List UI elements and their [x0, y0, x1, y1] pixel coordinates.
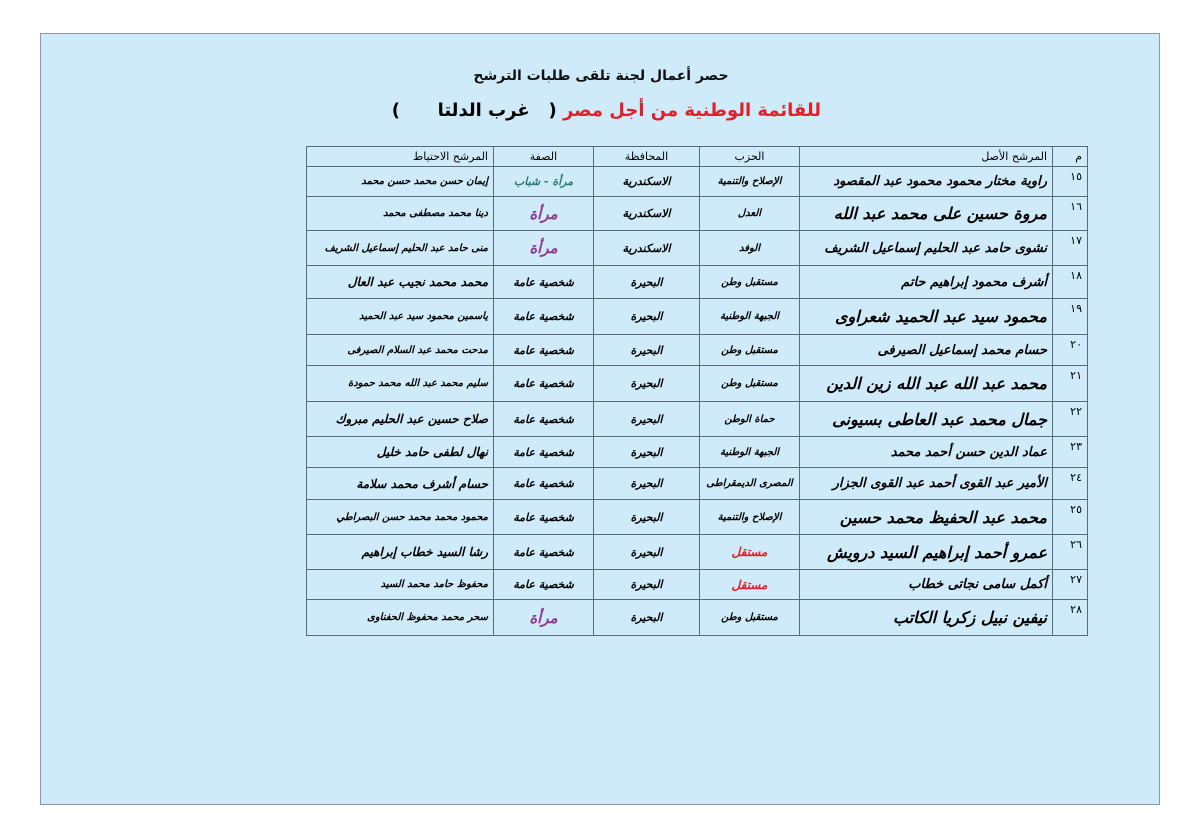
- reserve-candidate: مدحت محمد عبد السلام الصيرفى: [307, 335, 494, 366]
- reserve-candidate: سحر محمد محفوظ الحفناوى: [307, 600, 494, 636]
- party: الجبهة الوطنية: [700, 437, 800, 468]
- governorate: الاسكندرية: [594, 231, 700, 266]
- role: مرأة - شباب: [494, 167, 594, 197]
- original-candidate: أكمل سامى نجاتى خطاب: [800, 570, 1053, 600]
- role: شخصية عامة: [494, 468, 594, 500]
- document-page: [40, 33, 1160, 805]
- role: مرأة: [494, 197, 594, 231]
- table-row: [307, 266, 1088, 299]
- document-subtitle: [381, 100, 821, 121]
- table-row: [307, 335, 1088, 366]
- document-title: حصر أعمال لجنة تلقى طلبات الترشح: [473, 68, 729, 84]
- governorate: البحيرة: [594, 570, 700, 600]
- party: الجبهة الوطنية: [700, 299, 800, 335]
- governorate: البحيرة: [594, 266, 700, 299]
- party: مستقبل وطن: [700, 366, 800, 402]
- governorate: الاسكندرية: [594, 167, 700, 197]
- original-candidate: جمال محمد عبد العاطى بسيونى: [800, 402, 1053, 437]
- original-candidate: نيفين نبيل زكريا الكاتب: [800, 600, 1053, 636]
- table-row: [307, 570, 1088, 600]
- row-number: ١٩: [1053, 299, 1088, 335]
- original-candidate: عماد الدين حسن أحمد محمد: [800, 437, 1053, 468]
- row-number: ٢٠: [1053, 335, 1088, 366]
- row-number: ١٦: [1053, 197, 1088, 231]
- party: مستقبل وطن: [700, 266, 800, 299]
- table-row: [307, 600, 1088, 636]
- reserve-candidate: نهال لطفى حامد خليل: [307, 437, 494, 468]
- reserve-candidate: صلاح حسين عبد الحليم مبروك: [307, 402, 494, 437]
- party: مستقل: [700, 570, 800, 600]
- reserve-candidate: إيمان حسن محمد حسن محمد: [307, 167, 494, 197]
- row-number: ١٧: [1053, 231, 1088, 266]
- original-candidate: محمد عبد الحفيظ محمد حسين: [800, 500, 1053, 535]
- original-candidate: مروة حسين على محمد عبد الله: [800, 197, 1053, 231]
- table-row: [307, 402, 1088, 437]
- header-number: م: [1053, 147, 1088, 167]
- governorate: الاسكندرية: [594, 197, 700, 231]
- row-number: ٢٥: [1053, 500, 1088, 535]
- governorate: البحيرة: [594, 500, 700, 535]
- original-candidate: محمود سيد عبد الحميد شعراوى: [800, 299, 1053, 335]
- row-number: ٢٤: [1053, 468, 1088, 500]
- role: شخصية عامة: [494, 299, 594, 335]
- row-number: ٢٦: [1053, 535, 1088, 570]
- governorate: البحيرة: [594, 299, 700, 335]
- governorate: البحيرة: [594, 402, 700, 437]
- paren-close: ): [391, 100, 400, 121]
- party: المصرى الديمقراطى: [700, 468, 800, 500]
- header-governorate: المحافظة: [594, 147, 700, 167]
- paren-open: (: [548, 100, 557, 121]
- row-number: ٢٢: [1053, 402, 1088, 437]
- role: مرأة: [494, 231, 594, 266]
- header-reserve-candidate: المرشح الاحتياط: [307, 147, 494, 167]
- governorate: البحيرة: [594, 535, 700, 570]
- role: شخصية عامة: [494, 570, 594, 600]
- table-row: [307, 197, 1088, 231]
- region-name: غرب الدلتا: [437, 100, 530, 121]
- table-row: [307, 167, 1088, 197]
- row-number: ٢١: [1053, 366, 1088, 402]
- header-original-candidate: المرشح الأصل: [800, 147, 1053, 167]
- party: الإصلاح والتنمية: [700, 167, 800, 197]
- table-row: [307, 231, 1088, 266]
- role: شخصية عامة: [494, 437, 594, 468]
- reserve-candidate: رشا السيد خطاب إبراهيم: [307, 535, 494, 570]
- role: مرأة: [494, 600, 594, 636]
- role: شخصية عامة: [494, 500, 594, 535]
- table-row: [307, 500, 1088, 535]
- table-row: [307, 535, 1088, 570]
- reserve-candidate: محمود محمد محمد حسن البصراطي: [307, 500, 494, 535]
- role: شخصية عامة: [494, 266, 594, 299]
- party: العدل: [700, 197, 800, 231]
- original-candidate: أشرف محمود إبراهيم حاتم: [800, 266, 1053, 299]
- governorate: البحيرة: [594, 335, 700, 366]
- reserve-candidate: محفوظ حامد محمد السيد: [307, 570, 494, 600]
- header-role: الصفة: [494, 147, 594, 167]
- governorate: البحيرة: [594, 437, 700, 468]
- table-row: [307, 468, 1088, 500]
- role: شخصية عامة: [494, 535, 594, 570]
- role: شخصية عامة: [494, 366, 594, 402]
- party: الإصلاح والتنمية: [700, 500, 800, 535]
- original-candidate: عمرو أحمد إبراهيم السيد درويش: [800, 535, 1053, 570]
- original-candidate: نشوى حامد عبد الحليم إسماعيل الشريف: [800, 231, 1053, 266]
- table-row: [307, 366, 1088, 402]
- role: شخصية عامة: [494, 335, 594, 366]
- reserve-candidate: ياسمين محمود سيد عبد الحميد: [307, 299, 494, 335]
- party: مستقبل وطن: [700, 600, 800, 636]
- list-name: للقائمة الوطنية من أجل مصر: [562, 100, 821, 121]
- party: الوفد: [700, 231, 800, 266]
- row-number: ١٥: [1053, 167, 1088, 197]
- original-candidate: راوية مختار محمود محمود عبد المقصود: [800, 167, 1053, 197]
- original-candidate: محمد عبد الله عبد الله زين الدين: [800, 366, 1053, 402]
- party: مستقل: [700, 535, 800, 570]
- reserve-candidate: دينا محمد مصطفى محمد: [307, 197, 494, 231]
- governorate: البحيرة: [594, 366, 700, 402]
- table-header-row: [307, 147, 1088, 167]
- party: مستقبل وطن: [700, 335, 800, 366]
- role: شخصية عامة: [494, 402, 594, 437]
- governorate: البحيرة: [594, 468, 700, 500]
- reserve-candidate: منى حامد عبد الحليم إسماعيل الشريف: [307, 231, 494, 266]
- candidates-table: [306, 146, 1088, 636]
- row-number: ٢٣: [1053, 437, 1088, 468]
- governorate: البحيرة: [594, 600, 700, 636]
- header-party: الحزب: [700, 147, 800, 167]
- original-candidate: الأمير عبد القوى أحمد عبد القوى الجزار: [800, 468, 1053, 500]
- row-number: ٢٧: [1053, 570, 1088, 600]
- party: حماة الوطن: [700, 402, 800, 437]
- reserve-candidate: حسام أشرف محمد سلامة: [307, 468, 494, 500]
- table-row: [307, 299, 1088, 335]
- reserve-candidate: سليم محمد عبد الله محمد حمودة: [307, 366, 494, 402]
- row-number: ١٨: [1053, 266, 1088, 299]
- row-number: ٢٨: [1053, 600, 1088, 636]
- table-row: [307, 437, 1088, 468]
- original-candidate: حسام محمد إسماعيل الصيرفى: [800, 335, 1053, 366]
- reserve-candidate: محمد محمد نجيب عبد العال: [307, 266, 494, 299]
